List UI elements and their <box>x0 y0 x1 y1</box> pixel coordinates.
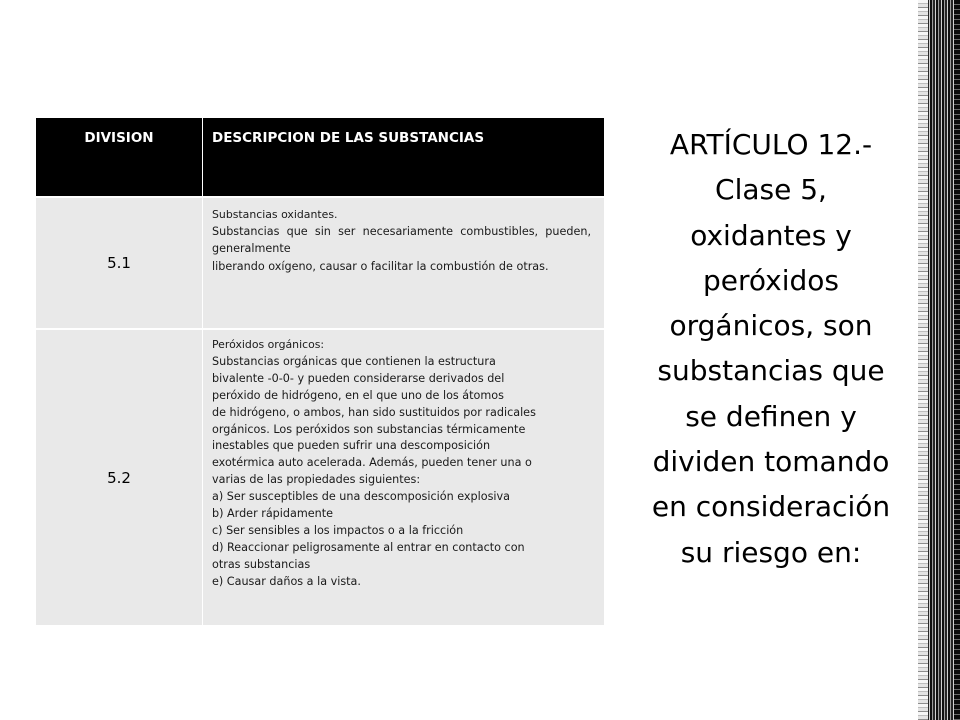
article-line: en consideración <box>651 490 891 524</box>
description-line: otras substancias <box>212 557 311 571</box>
header-division: DIVISION <box>36 118 203 196</box>
description-line: Peróxidos orgánicos: <box>212 338 325 351</box>
description-line: Substancias oxidantes. <box>212 208 338 221</box>
description-line: d) Reaccionar peligrosamente al entrar en contacto con <box>212 540 525 554</box>
table-row <box>36 330 604 625</box>
description-cell <box>203 330 604 625</box>
description-line: inestables que pueden sufrir una descomposición <box>212 439 491 453</box>
description-line: orgánicos. Los peróxidos son substancias térmicamente <box>212 422 526 436</box>
description-line: peróxido de hidrógeno, en el que uno de los átomos <box>212 388 504 402</box>
header-description: DESCRIPCION DE LAS SUBSTANCIAS <box>203 118 604 196</box>
description-line: Substancias orgánicas que contienen la estructura <box>212 354 496 368</box>
article-line: dividen tomando <box>652 445 890 479</box>
article-line: substancias que <box>657 354 885 388</box>
table-header-row <box>36 118 604 196</box>
article-line: peróxidos <box>702 263 839 297</box>
article-line: su riesgo en: <box>680 535 862 569</box>
description-line: bivalente -0-0- y pueden considerarse derivados del <box>212 371 505 385</box>
article-line: se definen y <box>685 399 857 433</box>
table-row <box>36 196 604 330</box>
article-heading <box>626 122 916 575</box>
article-line: orgánicos, son <box>669 309 873 343</box>
description-line: varias de las propiedades siguientes: <box>212 473 421 487</box>
description-line: liberando oxígeno, causar o facilitar la combustión de otras. <box>212 259 549 273</box>
description-line: Substancias que sin ser necesariamente combustibles, pueden, generalmente <box>212 225 591 256</box>
description-line: a) Ser susceptibles de una descomposición explosiva <box>212 490 511 504</box>
description-line: de hidrógeno, o ambos, han sido sustituidos por radicales <box>212 405 536 419</box>
substances-table <box>36 118 604 625</box>
description-line: c) Ser sensibles a los impactos o a la fricción <box>212 523 464 537</box>
description-cell <box>203 196 604 330</box>
description-line: b) Arder rápidamente <box>212 507 333 521</box>
article-line: Clase 5, <box>715 173 827 207</box>
description-line: e) Causar daños a la vista. <box>212 574 361 588</box>
decorative-right-border <box>918 0 960 720</box>
description-line: exotérmica auto acelerada. Además, pueden tener una o <box>212 456 532 470</box>
description-text <box>203 198 604 275</box>
division-cell: 5.1 <box>36 196 203 330</box>
division-cell: 5.2 <box>36 330 203 625</box>
description-text <box>203 330 604 591</box>
article-line: ARTÍCULO 12.- <box>669 128 873 161</box>
article-line: oxidantes y <box>690 218 852 252</box>
